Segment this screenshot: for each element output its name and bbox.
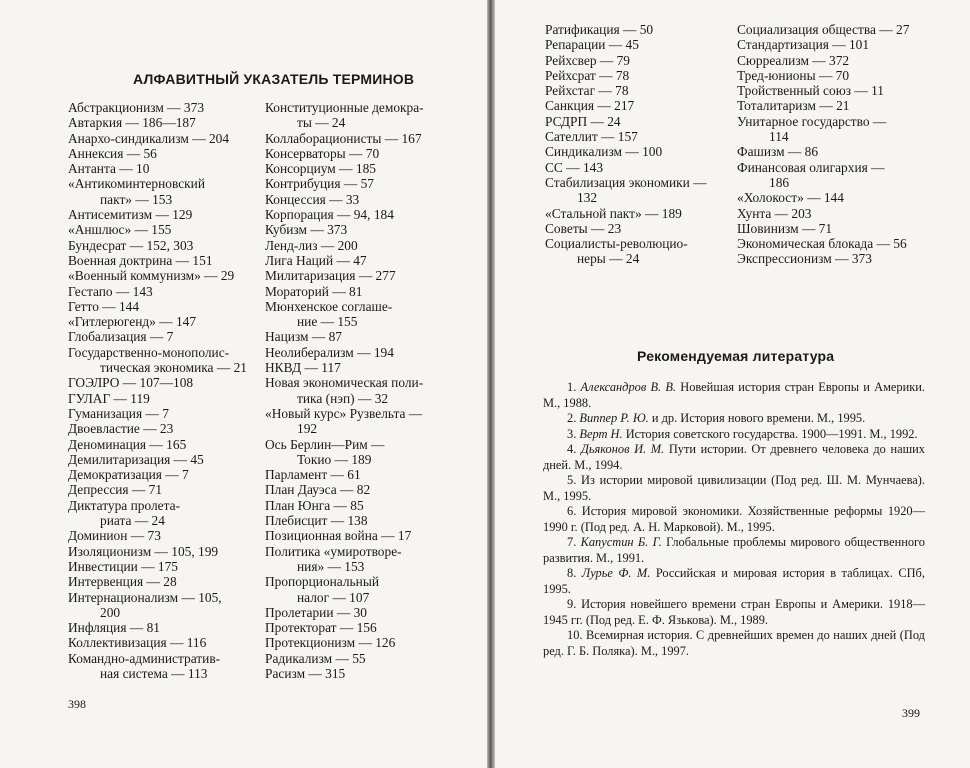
- index-entry: «Стальной пакт» — 189: [545, 205, 682, 221]
- index-entry-continuation: ния» — 153: [297, 558, 365, 574]
- index-entry: Мораторий — 81: [265, 283, 363, 299]
- index-column-3: [545, 22, 707, 267]
- index-entry: Экспрессионизм — 373: [737, 251, 872, 267]
- literature-author: Александров В. В.: [580, 380, 677, 394]
- index-entry: Радикализм — 55: [265, 650, 366, 666]
- index-entry: Лига Наций — 47: [265, 252, 367, 268]
- index-entry: Аннексия — 56: [68, 145, 157, 161]
- index-entry: Ратификация — 50: [545, 22, 654, 37]
- index-entry: Демократизация — 7: [68, 467, 189, 483]
- index-entry: Новая экономическая поли-: [265, 375, 424, 391]
- literature-list: [543, 380, 925, 659]
- index-entry: Сателлит — 157: [545, 129, 638, 145]
- index-entry: Анархо-синдикализм — 204: [68, 130, 230, 146]
- index-entry: Парламент — 61: [265, 467, 361, 483]
- index-entry: Консорциум — 185: [265, 161, 376, 177]
- index-entry: Коллективизация — 116: [68, 635, 207, 651]
- index-entry: Протекционизм — 126: [265, 635, 396, 651]
- literature-author: Лурье Ф. М.: [581, 566, 651, 580]
- index-entry: Экономическая блокада — 56: [737, 236, 907, 252]
- index-entry: Протекторат — 156: [265, 620, 377, 636]
- index-entry-continuation: неры — 24: [577, 251, 640, 267]
- index-entry-continuation: тика (нэп) — 32: [297, 390, 389, 406]
- index-entry: Нацизм — 87: [265, 329, 342, 345]
- index-entry: «Холокост» — 144: [737, 190, 844, 206]
- index-entry: СС — 143: [545, 159, 604, 175]
- literature-author: Верт Н.: [579, 426, 623, 441]
- index-entry: Изоляционизм — 105, 199: [68, 543, 219, 559]
- literature-number: 2.: [567, 411, 577, 425]
- index-entry-continuation: пакт» — 153: [100, 191, 173, 207]
- index-entry: Шовинизм — 71: [737, 220, 833, 236]
- literature-number: 5.: [567, 473, 577, 487]
- literature-text: История новейшего времени стран Европы и Америки. 1918—1945 гг. (Под ред. Е. Ф. Язькова). М., 1989.: [543, 597, 925, 627]
- index-entry: Фашизм — 86: [737, 144, 819, 160]
- literature-item: [543, 427, 925, 443]
- index-entry: Ленд-лиз — 200: [265, 237, 358, 253]
- page-number-left: 398: [68, 697, 86, 711]
- index-entry: Тройственный союз — 11: [737, 83, 884, 99]
- index-entry: Двоевластие — 23: [68, 421, 174, 437]
- index-entry: Стабилизация экономики —: [545, 174, 707, 190]
- index-entry: Гестапо — 143: [68, 283, 153, 299]
- index-entry-continuation: ная система — 113: [100, 665, 208, 681]
- index-entry-continuation: ние — 155: [297, 314, 358, 330]
- index-entry: Интервенция — 28: [68, 574, 177, 590]
- index-entry: Репарации — 45: [545, 37, 639, 53]
- index-entry: «Военный коммунизм» — 29: [68, 268, 235, 284]
- index-entry: Социализация общества — 27: [737, 22, 910, 37]
- literature-text: Глобальные проблемы мирового общественного развития. М., 1991.: [543, 535, 926, 565]
- index-entry: Бундесрат — 152, 303: [68, 237, 194, 253]
- page-number-right: 399: [902, 706, 920, 720]
- index-entry-continuation: тическая экономика — 21: [100, 360, 247, 376]
- index-entry: Рейхсвер — 79: [545, 52, 630, 68]
- index-entry: Пропорциональный: [265, 574, 379, 590]
- index-entry-continuation: Токио — 189: [297, 451, 372, 467]
- literature-item: [543, 597, 925, 628]
- index-entry: Автаркия — 186—187: [68, 115, 196, 131]
- literature-text: Российская и мировая история в таблицах. СПб, 1995.: [543, 566, 925, 596]
- literature-text: Всемирная история. С древнейших времен до наших дней (Под ред. Г. Б. Поляка). М., 1997.: [543, 628, 925, 658]
- literature-text: Из истории мировой цивилизации (Под ред. Ш. М. Мунчаева). М., 1995.: [543, 473, 925, 503]
- index-entry: Антисемитизм — 129: [68, 207, 193, 223]
- literature-author: Виппер Р. Ю.: [579, 411, 649, 425]
- index-entry: Ось Берлин—Рим —: [265, 436, 385, 452]
- index-entry-continuation: 192: [297, 421, 318, 437]
- index-entry: Тоталитаризм — 21: [737, 98, 850, 114]
- literature-number: 3.: [567, 426, 577, 441]
- index-entry-continuation: 132: [577, 190, 598, 206]
- literature-author: Капустин Б. Г.: [580, 535, 662, 549]
- literature-item: [543, 411, 925, 427]
- index-entry: Неолиберализм — 194: [265, 344, 394, 360]
- index-entry: Коллаборационисты — 167: [265, 130, 422, 146]
- index-entry: «Гитлерюгенд» — 147: [68, 314, 197, 330]
- index-entry: Демилитаризация — 45: [68, 451, 204, 467]
- index-entry: «Антикоминтерновский: [68, 176, 205, 192]
- index-entry: План Юнга — 85: [265, 497, 364, 513]
- literature-author: Дьяконов И. М.: [580, 442, 665, 456]
- index-entry: Мюнхенское соглаше-: [265, 298, 393, 314]
- index-entry: Инвестиции — 175: [68, 558, 178, 574]
- index-entry: «Новый курс» Рузвельта —: [265, 405, 423, 421]
- index-entry: Корпорация — 94, 184: [265, 207, 394, 223]
- index-entry: Плебисцит — 138: [265, 513, 368, 529]
- index-entry: Санкция — 217: [545, 98, 635, 114]
- literature-item: [543, 442, 925, 473]
- literature-number: 1.: [567, 380, 577, 394]
- literature-item: [543, 535, 925, 566]
- index-entry: Глобализация — 7: [68, 329, 174, 345]
- index-column-1: [68, 100, 247, 681]
- index-entry: Командно-административ-: [68, 650, 221, 666]
- literature-text: Пути истории. От древнего человека до наших дней. М., 1994.: [543, 442, 925, 472]
- literature-number: 10.: [567, 628, 583, 642]
- index-entry-continuation: 114: [769, 129, 789, 145]
- literature-item: [543, 380, 925, 411]
- index-entry: Рейхстаг — 78: [545, 83, 629, 99]
- literature-item: [543, 504, 925, 535]
- index-entry: Абстракционизм — 373: [68, 100, 205, 115]
- index-entry: Расизм — 315: [265, 665, 346, 681]
- index-entry: Синдикализм — 100: [545, 144, 663, 160]
- literature-item: [543, 473, 925, 504]
- index-entry: Стандартизация — 101: [737, 37, 870, 53]
- index-entry-continuation: ты — 24: [297, 115, 346, 131]
- literature-text: История мировой экономики. Хозяйственные реформы 1920—1990 г. (Под ред. А. Н. Марковой). М., 1995.: [543, 504, 926, 534]
- index-entry: НКВД — 117: [265, 360, 341, 376]
- index-entry: Политика «умиротворе-: [265, 543, 402, 559]
- index-entry: Хунта — 203: [737, 205, 812, 221]
- index-entry: Концессия — 33: [265, 191, 360, 207]
- index-entry: Кубизм — 373: [265, 222, 348, 238]
- literature-text: и др. История нового времени. М., 1995.: [651, 411, 866, 425]
- index-entry: Депрессия — 71: [68, 482, 163, 498]
- index-entry: Рейхсрат — 78: [545, 67, 630, 83]
- index-entry: «Аншлюс» — 155: [68, 222, 172, 238]
- index-entry: Гуманизация — 7: [68, 405, 169, 421]
- index-column-4: [737, 22, 909, 267]
- book-spine: [487, 0, 495, 768]
- index-entry: Позиционная война — 17: [265, 528, 412, 544]
- index-entry: Унитарное государство —: [737, 113, 887, 129]
- index-entry: План Дауэса — 82: [265, 482, 371, 498]
- literature-number: 7.: [567, 535, 577, 549]
- index-entry: Финансовая олигархия —: [737, 159, 885, 175]
- index-entry: Социалисты-революцио-: [545, 236, 688, 252]
- literature-text: Новейшая история стран Европы и Америки. М., 1988.: [543, 380, 925, 410]
- index-entry: Доминион — 73: [68, 528, 161, 544]
- index-entry: Контрибуция — 57: [265, 176, 374, 192]
- index-entry: ГОЭЛРО — 107—108: [68, 375, 194, 391]
- index-entry: Диктатура пролета-: [68, 497, 181, 513]
- index-entry-continuation: налог — 107: [297, 589, 370, 605]
- index-entry-continuation: 186: [769, 174, 790, 190]
- literature-number: 9.: [567, 597, 577, 611]
- index-entry: Государственно-монополис-: [68, 344, 230, 360]
- index-entry: ГУЛАГ — 119: [68, 390, 150, 406]
- index-entry-continuation: риата — 24: [100, 513, 165, 529]
- index-entry: Военная доктрина — 151: [68, 252, 213, 268]
- index-entry: Гетто — 144: [68, 298, 140, 314]
- index-heading: АЛФАВИТНЫЙ УКАЗАТЕЛЬ ТЕРМИНОВ: [133, 71, 415, 87]
- literature-item: [543, 566, 925, 597]
- literature-item: [543, 628, 925, 659]
- literature-number: 4.: [567, 442, 577, 456]
- index-entry: Консерваторы — 70: [265, 145, 380, 161]
- index-entry: Конституционные демокра-: [265, 100, 424, 115]
- index-entry: Пролетарии — 30: [265, 604, 367, 620]
- index-entry: Советы — 23: [545, 220, 622, 236]
- index-entry: Инфляция — 81: [68, 620, 160, 636]
- index-entry: РСДРП — 24: [545, 113, 621, 129]
- index-entry: Милитаризация — 277: [265, 268, 396, 284]
- literature-text: История советского государства. 1900—1991. М., 1992.: [625, 426, 918, 441]
- index-entry: Антанта — 10: [68, 161, 150, 177]
- index-entry: Сюрреализм — 372: [737, 52, 850, 68]
- index-column-2: [265, 100, 424, 681]
- literature-number: 6.: [567, 504, 577, 518]
- index-entry: Интернационализм — 105,: [68, 589, 222, 605]
- index-entry: Деноминация — 165: [68, 436, 187, 452]
- literature-heading: Рекомендуемая литература: [637, 348, 835, 364]
- literature-number: 8.: [567, 566, 577, 580]
- index-entry-continuation: 200: [100, 604, 121, 620]
- index-entry: Тред-юнионы — 70: [737, 67, 850, 83]
